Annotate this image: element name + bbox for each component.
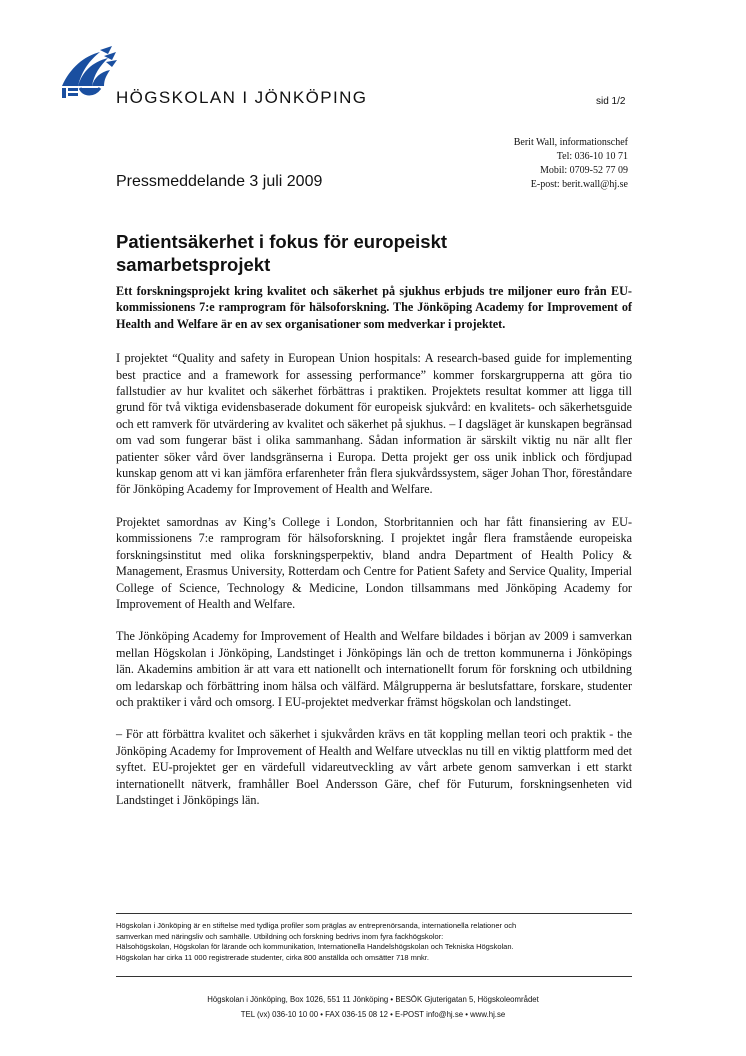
article-headline <box>116 230 596 276</box>
headline-line-2: samarbetsprojekt <box>116 254 271 275</box>
article-paragraph: I projektet “Quality and safety in European Union hospitals: A research-based guide for implementing best practice and a framework for assessing performance” kommer forskargrupperna att göra tio fallstudier av hur kvalitet och säkerhet förbättras i praktiken. Projektets resultat kommer att ligga till grund för två viktiga evidensbaserade dokument för europeisk sjukvård: en kvalitets- och säkerhetsguide och ett ramverk för utvärdering av kvalitet och säkerhet på sjukhus. – I dagsläget är kunskapen begränsad om vad som fungerar bäst i olika sammanhang. Sådan information är särskilt viktig nu när allt fler patienter söker vård över landsgränserna i Europa. Detta projekt ger oss unik inblick och fördjupad kunskap genom att vi kan jämföra erfarenheter från flera sjukvårdssystem, säger Johan Thor, föreståndare för Jönköping Academy for Improvement of Health and Welfare. <box>116 351 632 497</box>
contact-email: E-post: berit.wall@hj.se <box>530 179 628 190</box>
article-lead: Ett forskningsprojekt kring kvalitet och säkerhet på sjukhus erbjuds tre miljoner euro från EU-kommissionens 7:e ramprogram för hälsoforskning. The Jönköping Academy for Improvement of Health and Welfare är en av sex organisationer som medverkar i projektet. <box>116 284 632 331</box>
footer-divider-top <box>116 913 632 914</box>
article-paragraph: The Jönköping Academy for Improvement of Health and Welfare bildades i början av 2009 i samverkan mellan Högskolan i Jönköping, Landstinget i Jönköpings län och de tretton kommunerna i Jönköpings län. Akademins ambition är att vara ett nationellt och internationellt forum för forskning och utbildning om ledarskap och förbättring inom hälsa och välfärd. Målgrupperna är beslutsfattare, forskare, studenter och praktiker i vård och omsorg. I EU-projektet medverkar främst högskolan och landstinget. <box>116 629 632 709</box>
contact-phone: Tel: 036-10 10 71 <box>556 151 628 162</box>
headline-line-1: Patientsäkerhet i fokus för europeiskt <box>116 231 448 252</box>
footer-about-line: Högskolan har cirka 11 000 registrerade studenter, cirka 800 anställda och omsätter 718 mnkr. <box>116 952 429 962</box>
contact-block <box>514 136 628 192</box>
article-paragraph: – För att förbättra kvalitet och säkerhet i sjukvården krävs en tät koppling mellan teori och praktik - the Jönköping Academy for Improvement of Health and Welfare utvecklas nu till en viktig plattform med det syftet. EU-projektet ger en värdefull vidareutveckling av vårt arbete genom samverkan i ett starkt internationellt nätverk, framhåller Boel Andersson Gäre, chef för Futurum, forskningsenheten vid Landstinget i Jönköpings län. <box>116 727 632 807</box>
page-number: sid 1/2 <box>596 96 626 107</box>
article-body <box>116 283 632 824</box>
footer-about <box>116 921 632 963</box>
institution-name: HÖGSKOLAN I JÖNKÖPING <box>116 88 368 107</box>
contact-name: Berit Wall, informationschef <box>513 137 628 148</box>
article-paragraph: Projektet samordnas av King’s College i London, Storbritannien och har fått finansiering av EU-kommissionens 7:e ramprogram för hälsoforskning. I projektet ingår flera framstående europeiska forskningsinstitut med olika forskningsperpektiv, bland andra Department of Health Policy & Management, Erasmus University, Rotterdam och Centre for Patient Safety and Service Quality, Imperial College of Science, Technology & Medicine, London tillsammans med Jönköping Academy for Improvement of Health and Welfare. <box>116 514 632 611</box>
footer-about-line: samverkan med näringsliv och samhälle. Utbildning och forskning bedrivs inom fyra fackhögskolor: <box>116 931 444 941</box>
hj-logo-icon <box>60 46 118 104</box>
press-release-title: Pressmeddelande 3 juli 2009 <box>116 173 323 190</box>
footer-contact-info: TEL (vx) 036-10 10 00 • FAX 036-15 08 12 • E-POST info@hj.se • www.hj.se <box>240 1010 506 1019</box>
contact-mobile: Mobil: 0709-52 77 09 <box>539 165 628 176</box>
footer-address: Högskolan i Jönköping, Box 1026, 551 11 Jönköping • BESÖK Gjuterigatan 5, Högskoleområdet <box>207 995 539 1004</box>
footer-about-line: Högskolan i Jönköping är en stiftelse med tydliga profiler som präglas av entreprenörsanda, internationella relationer och <box>116 921 517 930</box>
footer-divider-bottom <box>116 976 632 977</box>
footer-about-line: Hälsohögskolan, Högskolan för lärande och kommunikation, Internationella Handelshögskolan och Tekniska Högskolan. <box>116 942 514 951</box>
